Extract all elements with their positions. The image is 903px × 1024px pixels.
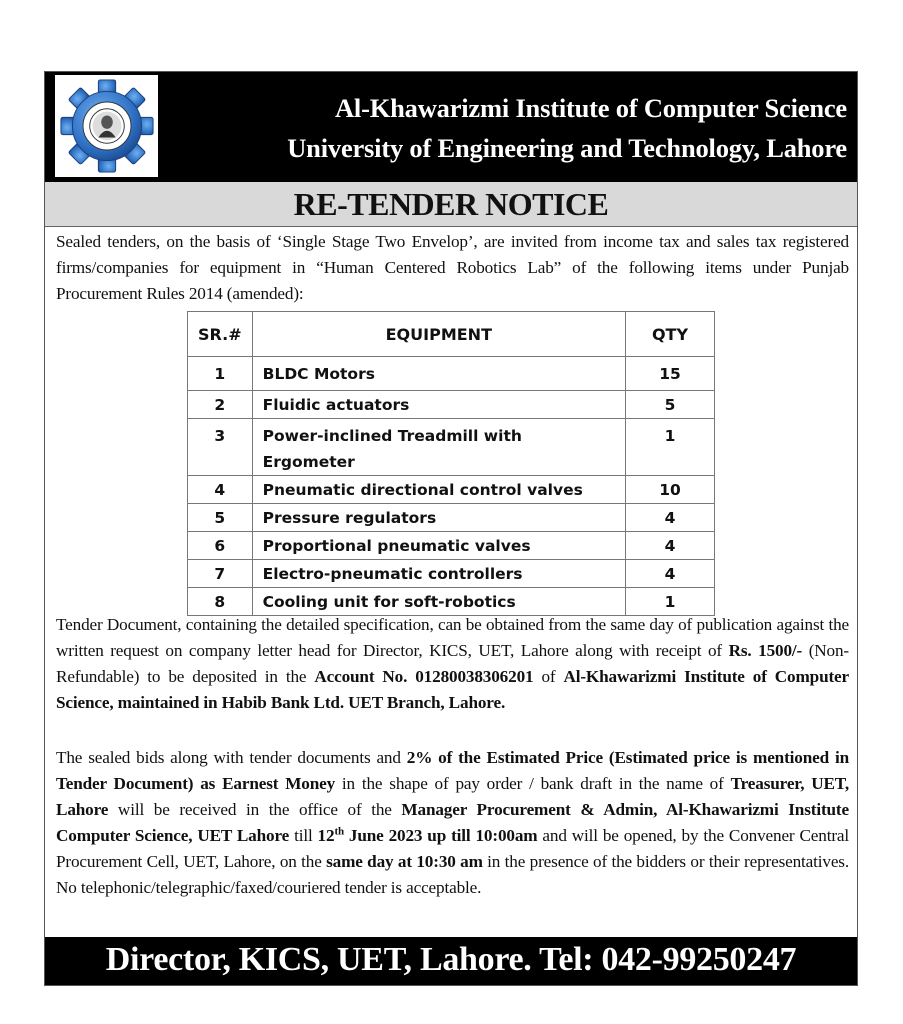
footer-contact: Director, KICS, UET, Lahore. Tel: 042-99250247 [45, 937, 857, 985]
table-row [188, 476, 715, 504]
text: in the presence of the bidders or their representatives. No telephonic/telegraphic/faxed/couriered tender is acceptable. [56, 852, 849, 897]
fee-amount: Rs. 1500/- [728, 641, 803, 660]
table-row [188, 504, 715, 532]
cell-sr: 8 [188, 588, 253, 616]
header-sr: SR.# [188, 312, 253, 357]
text: Tender Document, containing the detailed specification, can be obtained from the same day of publication against the written request on company letter head for Director, KICS, UET, Lahore along with receipt of [56, 615, 849, 660]
cell-equipment: Pressure regulators [252, 504, 625, 532]
cell-equipment: Fluidic actuators [252, 391, 625, 419]
table-row [188, 357, 715, 391]
opening-time: same day at 10:30 am [326, 852, 483, 871]
equipment-table [187, 311, 715, 616]
cell-sr: 7 [188, 560, 253, 588]
cell-qty: 4 [626, 504, 715, 532]
cell-sr: 3 [188, 419, 253, 476]
table-row [188, 391, 715, 419]
deadline [318, 826, 538, 845]
institute-line-1: Al-Khawarizmi Institute of Computer Science [334, 93, 847, 123]
cell-equipment: Electro-pneumatic controllers [252, 560, 625, 588]
cell-qty: 10 [626, 476, 715, 504]
logo [55, 75, 158, 177]
account-number: Account No. 01280038306201 [314, 667, 534, 686]
deadline-rest: June 2023 up till 10:00am [343, 826, 538, 845]
cell-qty: 4 [626, 560, 715, 588]
cell-equipment: Proportional pneumatic valves [252, 532, 625, 560]
cell-equipment: Cooling unit for soft-robotics [252, 588, 625, 616]
text: in the shape of pay order / bank draft in the name of [335, 774, 731, 793]
table-row [188, 560, 715, 588]
earnest-money: 2% of the Estimated Price (Estimated price is mentioned in Tender Document) as Earnest Money [56, 748, 849, 793]
header-equipment: EQUIPMENT [252, 312, 625, 357]
text: (Non-Refundable) to be deposited in the [56, 641, 849, 686]
cell-sr: 4 [188, 476, 253, 504]
tender-document-paragraph [56, 612, 849, 716]
bids-paragraph [56, 745, 849, 901]
cell-equipment: BLDC Motors [252, 357, 625, 391]
text: of [533, 667, 564, 686]
cell-qty: 15 [626, 357, 715, 391]
kics-gear-logo-icon [59, 78, 155, 174]
cell-sr: 2 [188, 391, 253, 419]
cell-qty: 5 [626, 391, 715, 419]
tender-notice [44, 71, 858, 986]
notice-title: RE-TENDER NOTICE [45, 182, 857, 227]
table-row [188, 419, 715, 476]
institute-line-2: University of Engineering and Technology, Lahore [287, 133, 847, 163]
cell-sr: 1 [188, 357, 253, 391]
intro-paragraph: Sealed tenders, on the basis of ‘Single Stage Two Envelop’, are invited from income tax and sales tax registered firms/companies for equipment in “Human Centered Robotics Lab” of the following items under Punjab Procurement Rules 2014 (amended): [56, 232, 849, 303]
cell-sr: 6 [188, 532, 253, 560]
cell-sr: 5 [188, 504, 253, 532]
text: will be received in the office of the [108, 800, 402, 819]
header-band [45, 72, 857, 182]
cell-qty: 1 [626, 419, 715, 476]
text: till [289, 826, 318, 845]
cell-qty: 1 [626, 588, 715, 616]
text: and will be opened, by the Convener Central Procurement Cell, UET, Lahore, on the [56, 826, 850, 871]
cell-qty: 4 [626, 532, 715, 560]
payee: Treasurer, UET, Lahore [56, 774, 849, 819]
cell-equipment: Power-inclined Treadmill with Ergometer [252, 419, 625, 476]
text: The sealed bids along with tender documents and [56, 748, 407, 767]
bank-details: Al-Khawarizmi Institute of Computer Science, maintained in Habib Bank Ltd. UET Branch, Lahore. [56, 667, 850, 712]
cell-equipment: Pneumatic directional control valves [252, 476, 625, 504]
header-qty: QTY [626, 312, 715, 357]
deadline-day: 12 [317, 826, 335, 845]
institute-name [287, 88, 847, 168]
table-row [188, 532, 715, 560]
deadline-suffix: th [334, 825, 344, 838]
table-header-row [188, 312, 715, 357]
receiving-office: Manager Procurement & Admin, Al-Khawarizmi Institute Computer Science, UET Lahore [56, 800, 849, 845]
